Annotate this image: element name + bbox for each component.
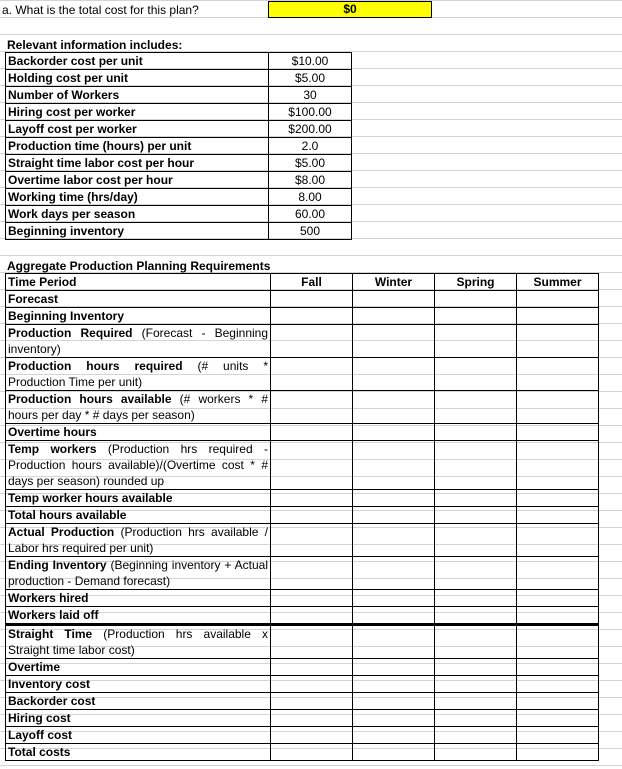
value-cell[interactable]	[435, 308, 517, 325]
parameter-label: Straight time labor cost per hour	[6, 155, 269, 172]
value-cell[interactable]	[353, 308, 435, 325]
parameter-value-cell[interactable]: $100.00	[269, 104, 352, 121]
value-cell[interactable]	[435, 441, 517, 490]
parameter-label: Backorder cost per unit	[6, 53, 269, 70]
planning-row	[6, 744, 599, 761]
value-cell[interactable]	[517, 557, 599, 590]
parameter-row	[6, 172, 352, 189]
row-label	[6, 744, 271, 761]
parameter-label: Layoff cost per worker	[6, 121, 269, 138]
value-cell[interactable]	[435, 490, 517, 507]
row-label-note: (Production hrs available / Labor hrs required per unit)	[8, 525, 269, 555]
planning-row	[6, 625, 599, 659]
value-cell[interactable]	[435, 693, 517, 710]
row-label	[6, 659, 271, 676]
row-label	[6, 590, 271, 607]
planning-table	[5, 273, 599, 761]
value-cell[interactable]	[353, 607, 435, 625]
planning-row	[6, 590, 599, 607]
value-cell[interactable]	[517, 710, 599, 727]
parameter-value-cell[interactable]: $5.00	[269, 155, 352, 172]
value-cell[interactable]	[353, 693, 435, 710]
row-label-bold: Overtime	[8, 660, 61, 674]
planning-row	[6, 727, 599, 744]
value-cell[interactable]	[353, 424, 435, 441]
row-label-bold: Beginning Inventory	[8, 309, 125, 323]
value-cell[interactable]	[271, 308, 353, 325]
parameter-label: Holding cost per unit	[6, 70, 269, 87]
value-cell[interactable]	[353, 659, 435, 676]
parameter-row	[6, 53, 352, 70]
parameters-table	[5, 52, 352, 240]
value-cell[interactable]	[435, 424, 517, 441]
row-label-bold: Production Required	[8, 326, 133, 340]
planning-row	[6, 693, 599, 710]
row-label-bold: Production hours required	[8, 359, 183, 373]
value-cell[interactable]	[353, 710, 435, 727]
row-label-bold: Overtime hours	[8, 425, 97, 439]
value-cell[interactable]	[435, 625, 517, 659]
season-header: Fall	[271, 274, 353, 291]
value-cell[interactable]	[271, 693, 353, 710]
row-label-note: (Forecast - Beginning inventory)	[8, 326, 269, 356]
parameter-value-cell[interactable]: $200.00	[269, 121, 352, 138]
value-cell[interactable]	[517, 424, 599, 441]
value-cell[interactable]	[271, 507, 353, 524]
value-cell[interactable]	[353, 744, 435, 761]
value-cell[interactable]	[435, 676, 517, 693]
value-cell[interactable]	[271, 659, 353, 676]
row-label-bold: Production hours available	[8, 392, 172, 406]
value-cell[interactable]	[517, 693, 599, 710]
value-cell[interactable]	[271, 744, 353, 761]
parameter-row	[6, 104, 352, 121]
planning-row	[6, 358, 599, 391]
parameter-value-cell[interactable]: $8.00	[269, 172, 352, 189]
value-cell[interactable]	[271, 441, 353, 490]
value-cell[interactable]	[353, 524, 435, 557]
value-cell[interactable]	[353, 557, 435, 590]
planning-row	[6, 524, 599, 557]
value-cell[interactable]	[435, 590, 517, 607]
row-label	[6, 524, 271, 557]
row-label-note: (Beginning inventory + Actual production - Demand forecast)	[8, 558, 268, 588]
parameter-label: Beginning inventory	[6, 223, 269, 240]
value-cell[interactable]	[353, 441, 435, 490]
row-label-bold: Hiring cost	[8, 711, 71, 725]
value-cell[interactable]	[271, 325, 353, 358]
value-cell[interactable]	[353, 727, 435, 744]
parameter-label: Overtime labor cost per hour	[6, 172, 269, 189]
question-text: a. What is the total cost for this plan?	[2, 3, 199, 17]
row-label-bold: Actual Production	[8, 525, 115, 539]
value-cell[interactable]	[517, 744, 599, 761]
planning-row	[6, 308, 599, 325]
planning-row	[6, 607, 599, 625]
row-label	[6, 325, 271, 358]
value-cell[interactable]	[271, 557, 353, 590]
row-label	[6, 490, 271, 507]
value-cell[interactable]	[353, 358, 435, 391]
parameter-row	[6, 189, 352, 206]
row-label	[6, 693, 271, 710]
row-label	[6, 710, 271, 727]
parameter-value-cell[interactable]: $5.00	[269, 70, 352, 87]
planning-row	[6, 676, 599, 693]
parameter-label: Number of Workers	[6, 87, 269, 104]
parameter-row	[6, 121, 352, 138]
row-label-note: (# workers * # hours per day * # days per season)	[8, 392, 269, 422]
value-cell[interactable]	[435, 507, 517, 524]
value-cell[interactable]	[435, 727, 517, 744]
planning-row	[6, 391, 599, 424]
parameter-value-cell[interactable]: 60.00	[269, 206, 352, 223]
season-header: Winter	[353, 274, 435, 291]
value-cell[interactable]	[517, 659, 599, 676]
value-cell[interactable]	[517, 490, 599, 507]
parameter-value-cell[interactable]: $10.00	[269, 53, 352, 70]
value-cell[interactable]	[517, 325, 599, 358]
row-label-bold: Straight Time	[8, 627, 93, 641]
planning-heading: Aggregate Production Planning Requirements	[7, 259, 271, 273]
value-cell[interactable]	[271, 358, 353, 391]
value-cell[interactable]	[517, 727, 599, 744]
planning-row	[6, 507, 599, 524]
value-cell[interactable]	[435, 607, 517, 625]
value-cell[interactable]	[517, 590, 599, 607]
value-cell[interactable]	[271, 490, 353, 507]
value-cell[interactable]	[353, 291, 435, 308]
value-cell[interactable]	[517, 676, 599, 693]
value-cell[interactable]	[517, 391, 599, 424]
value-cell[interactable]	[517, 607, 599, 625]
value-cell[interactable]	[517, 441, 599, 490]
value-cell[interactable]	[271, 676, 353, 693]
relevant-info-heading: Relevant information includes:	[7, 38, 183, 52]
row-label-bold: Temp worker hours available	[8, 491, 173, 505]
row-label	[6, 625, 271, 659]
parameter-value-cell[interactable]: 500	[269, 223, 352, 240]
parameter-value-cell[interactable]: 2.0	[269, 138, 352, 155]
value-cell[interactable]	[271, 391, 353, 424]
value-cell[interactable]	[517, 308, 599, 325]
parameter-row	[6, 87, 352, 104]
row-label	[6, 507, 271, 524]
parameter-label: Work days per season	[6, 206, 269, 223]
value-cell[interactable]	[435, 557, 517, 590]
time-period-header: Time Period	[6, 274, 271, 291]
planning-row	[6, 710, 599, 727]
value-cell[interactable]	[435, 744, 517, 761]
value-cell[interactable]	[435, 291, 517, 308]
row-label-bold: Ending Inventory	[8, 558, 107, 572]
value-cell[interactable]	[517, 358, 599, 391]
row-label-bold: Total costs	[8, 745, 71, 759]
row-label-note: (# units * Production Time per unit)	[8, 359, 268, 389]
value-cell[interactable]	[271, 524, 353, 557]
planning-row	[6, 441, 599, 490]
value-cell[interactable]	[271, 710, 353, 727]
row-label	[6, 607, 271, 625]
value-cell[interactable]	[353, 625, 435, 659]
planning-header-row	[6, 274, 599, 291]
row-label	[6, 441, 271, 490]
row-label	[6, 557, 271, 590]
row-label	[6, 291, 271, 308]
parameter-value-cell[interactable]: 8.00	[269, 189, 352, 206]
value-cell[interactable]	[271, 291, 353, 308]
total-cost-answer-cell[interactable]: $0	[268, 1, 432, 18]
value-cell[interactable]	[435, 659, 517, 676]
row-label	[6, 424, 271, 441]
value-cell[interactable]	[435, 391, 517, 424]
value-cell[interactable]	[271, 727, 353, 744]
row-label-bold: Workers hired	[8, 591, 89, 605]
row-label	[6, 727, 271, 744]
row-label	[6, 391, 271, 424]
value-cell[interactable]	[517, 507, 599, 524]
value-cell[interactable]	[353, 391, 435, 424]
value-cell[interactable]	[517, 291, 599, 308]
value-cell[interactable]	[435, 325, 517, 358]
value-cell[interactable]	[353, 490, 435, 507]
row-label-note: (Production hrs available x Straight time labor cost)	[8, 627, 268, 657]
value-cell[interactable]	[435, 358, 517, 391]
row-label-bold: Forecast	[8, 292, 59, 306]
row-label-bold: Backorder cost	[8, 694, 96, 708]
parameter-label: Hiring cost per worker	[6, 104, 269, 121]
value-cell[interactable]	[271, 424, 353, 441]
value-cell[interactable]	[517, 625, 599, 659]
parameter-row	[6, 155, 352, 172]
row-label-bold: Workers laid off	[8, 608, 99, 622]
value-cell[interactable]	[517, 524, 599, 557]
planning-row	[6, 557, 599, 590]
value-cell[interactable]	[271, 607, 353, 625]
parameter-label: Working time (hrs/day)	[6, 189, 269, 206]
planning-row	[6, 490, 599, 507]
row-label	[6, 308, 271, 325]
row-label-bold: Temp workers	[8, 442, 97, 456]
parameter-label: Production time (hours) per unit	[6, 138, 269, 155]
planning-row	[6, 325, 599, 358]
value-cell[interactable]	[353, 325, 435, 358]
parameter-row	[6, 138, 352, 155]
value-cell[interactable]	[353, 676, 435, 693]
value-cell[interactable]	[271, 590, 353, 607]
value-cell[interactable]	[271, 625, 353, 659]
row-label	[6, 358, 271, 391]
parameter-row	[6, 223, 352, 240]
season-header: Summer	[517, 274, 599, 291]
planning-row	[6, 291, 599, 308]
value-cell[interactable]	[435, 710, 517, 727]
planning-row	[6, 659, 599, 676]
row-label-note: (Production hrs required - Production hours available)/(Overtime cost * # days per season) rounded up	[8, 442, 268, 488]
value-cell[interactable]	[353, 507, 435, 524]
row-label-bold: Inventory cost	[8, 677, 91, 691]
row-label	[6, 676, 271, 693]
value-cell[interactable]	[435, 524, 517, 557]
parameter-row	[6, 206, 352, 223]
row-label-bold: Total hours available	[8, 508, 127, 522]
planning-row	[6, 424, 599, 441]
season-header: Spring	[435, 274, 517, 291]
parameter-row	[6, 70, 352, 87]
value-cell[interactable]	[353, 590, 435, 607]
row-label-bold: Layoff cost	[8, 728, 73, 742]
parameter-value-cell[interactable]: 30	[269, 87, 352, 104]
